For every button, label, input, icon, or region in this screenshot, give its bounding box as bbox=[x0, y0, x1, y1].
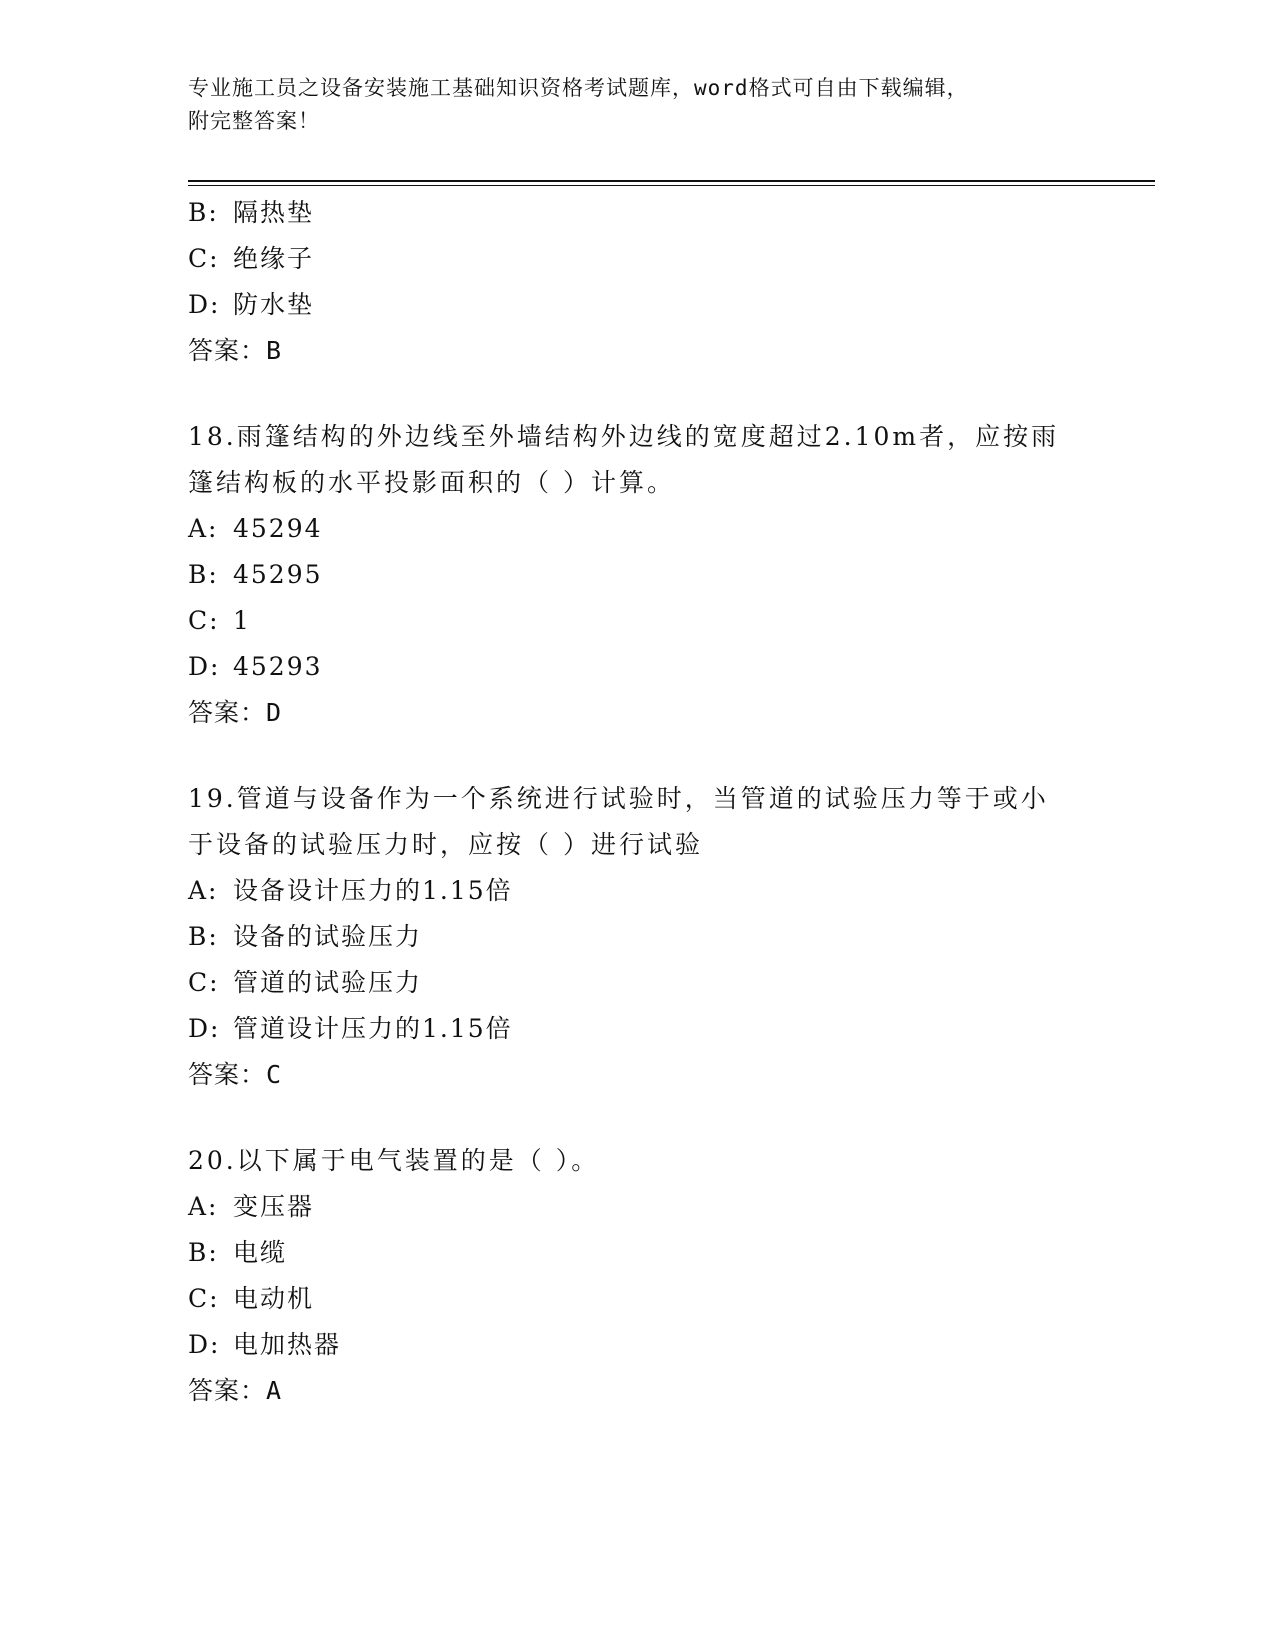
option-letter: B: bbox=[188, 198, 219, 227]
option-row bbox=[188, 644, 1088, 690]
question-text-line-1: 19.管道与设备作为一个系统进行试验时，当管道的试验压力等于或小 bbox=[188, 784, 1049, 813]
option-row bbox=[188, 914, 1088, 960]
option-text: 电加热器 bbox=[233, 1330, 342, 1359]
document-header bbox=[188, 72, 1088, 138]
option-text: 设备的试验压力 bbox=[233, 922, 423, 951]
option-row bbox=[188, 960, 1088, 1006]
option-row bbox=[188, 552, 1088, 598]
option-letter: D: bbox=[188, 652, 221, 681]
option-letter: C: bbox=[188, 1284, 220, 1313]
option-text: 隔热垫 bbox=[233, 198, 315, 227]
question-20 bbox=[188, 1138, 1088, 1414]
question-17-continued bbox=[188, 190, 1088, 374]
question-text-line-1: 18.雨篷结构的外边线至外墙结构外边线的宽度超过2.10m者，应按雨 bbox=[188, 422, 1060, 451]
option-letter: C: bbox=[188, 244, 220, 273]
option-text: 1 bbox=[233, 606, 251, 635]
option-row bbox=[188, 1184, 1088, 1230]
answer-value: A bbox=[266, 1376, 283, 1405]
option-letter: D: bbox=[188, 1330, 221, 1359]
option-text: 45293 bbox=[233, 652, 323, 681]
option-row bbox=[188, 506, 1088, 552]
answer-value: C bbox=[266, 1060, 283, 1089]
answer-value: D bbox=[266, 698, 283, 727]
option-letter: A: bbox=[188, 1192, 219, 1221]
option-text: 45294 bbox=[233, 514, 323, 543]
option-row bbox=[188, 868, 1088, 914]
answer-line bbox=[188, 328, 1088, 374]
spacer bbox=[188, 374, 1088, 414]
header-title-line-2: 附完整答案！ bbox=[188, 109, 320, 133]
option-text: 防水垫 bbox=[233, 290, 315, 319]
answer-value: B bbox=[266, 336, 283, 365]
option-letter: B: bbox=[188, 1238, 219, 1267]
option-letter: B: bbox=[188, 560, 219, 589]
option-letter: D: bbox=[188, 1014, 221, 1043]
answer-line bbox=[188, 1052, 1088, 1098]
header-divider-thick bbox=[188, 180, 1155, 182]
question-list bbox=[188, 190, 1088, 1414]
question-18 bbox=[188, 414, 1088, 736]
option-letter: C: bbox=[188, 606, 220, 635]
option-letter: A: bbox=[188, 876, 219, 905]
option-text: 电缆 bbox=[233, 1238, 288, 1267]
spacer bbox=[188, 1098, 1088, 1138]
header-divider-thin bbox=[188, 185, 1155, 186]
option-letter: D: bbox=[188, 290, 221, 319]
option-text: 设备设计压力的1.15倍 bbox=[233, 876, 513, 905]
option-text: 变压器 bbox=[233, 1192, 315, 1221]
question-text-line-2: 篷结构板的水平投影面积的（ ）计算。 bbox=[188, 468, 675, 497]
spacer bbox=[188, 736, 1088, 776]
answer-line bbox=[188, 1368, 1088, 1414]
option-row bbox=[188, 1276, 1088, 1322]
option-row bbox=[188, 598, 1088, 644]
option-letter: C: bbox=[188, 968, 220, 997]
option-row bbox=[188, 1230, 1088, 1276]
question-text-line-2: 于设备的试验压力时，应按（ ）进行试验 bbox=[188, 830, 703, 859]
answer-label: 答案： bbox=[188, 1376, 267, 1405]
option-letter: A: bbox=[188, 514, 219, 543]
option-text: 电动机 bbox=[233, 1284, 315, 1313]
answer-line bbox=[188, 690, 1088, 736]
answer-label: 答案： bbox=[188, 336, 267, 365]
question-text-line-1: 20.以下属于电气装置的是（ ）。 bbox=[188, 1146, 600, 1175]
option-row bbox=[188, 190, 1088, 236]
answer-label: 答案： bbox=[188, 1060, 267, 1089]
option-row bbox=[188, 1322, 1088, 1368]
option-row bbox=[188, 236, 1088, 282]
option-row bbox=[188, 1006, 1088, 1052]
option-text: 45295 bbox=[233, 560, 323, 589]
option-text: 管道的试验压力 bbox=[233, 968, 423, 997]
answer-label: 答案： bbox=[188, 698, 267, 727]
question-19 bbox=[188, 776, 1088, 1098]
option-row bbox=[188, 282, 1088, 328]
option-letter: B: bbox=[188, 922, 219, 951]
header-title-line-1: 专业施工员之设备安装施工基础知识资格考试题库，word格式可自由下载编辑， bbox=[188, 76, 969, 100]
option-text: 管道设计压力的1.15倍 bbox=[233, 1014, 513, 1043]
option-text: 绝缘子 bbox=[233, 244, 315, 273]
